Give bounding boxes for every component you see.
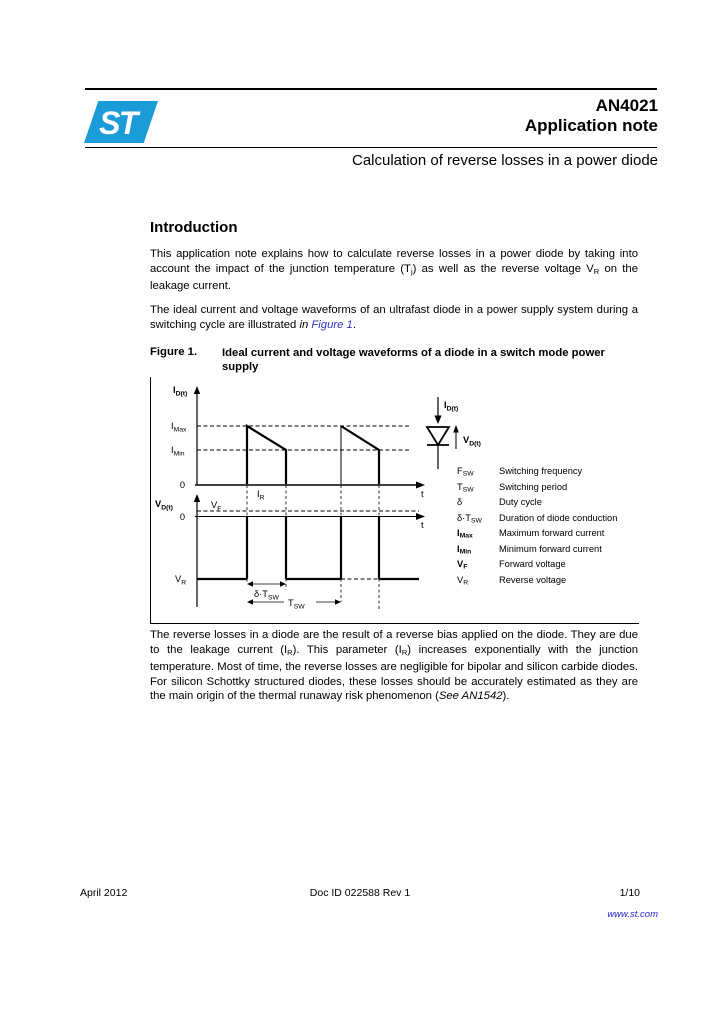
time-axis-label-top: t [421, 489, 424, 499]
zero-label-bottom: 0 [179, 512, 185, 522]
st-logo-graphic [84, 96, 158, 148]
paragraph-text: ). This parameter (I [292, 643, 402, 656]
paragraph-text: The ideal current and voltage waveforms of an ultrafast diode in a power supply system during a switching cycle are illustrated [150, 304, 638, 331]
diode-current-label: $I_{D(t)}$ [444, 400, 459, 413]
footer-page-number: 1/10 [619, 887, 640, 899]
doc-subtitle: Calculation of reverse losses in a power diode [352, 152, 658, 169]
legend-row: FSW Switching frequency [457, 466, 583, 478]
ir-label: $I_R$ [257, 489, 265, 502]
current-direction-arrow [434, 416, 441, 425]
legend-row: δ Duty cycle [457, 497, 542, 507]
emphasis-text: in [299, 318, 312, 331]
header-bottom-rule [85, 147, 657, 148]
subscript: R [401, 647, 408, 657]
figure-label: Figure 1. [150, 346, 198, 358]
diode-triangle [427, 427, 449, 445]
vf-label: $V_F$ [211, 500, 222, 513]
voltage-plot [195, 485, 419, 611]
vr-label: $V_R$ [175, 574, 187, 587]
figure-caption: Ideal current and voltage waveforms of a diode in a switch mode power supply [222, 347, 605, 373]
footer-date: April 2012 [80, 887, 128, 899]
doc-number: AN4021 [595, 96, 658, 115]
current-pulse-2 [341, 426, 379, 484]
doc-type: Application note [524, 116, 658, 135]
current-plot [195, 393, 419, 485]
body-paragraph-3 [150, 628, 638, 704]
time-axis-label-bottom: t [421, 520, 424, 530]
intro-paragraph-2 [150, 303, 638, 332]
st-logo [84, 96, 158, 153]
subscript: R [593, 266, 600, 276]
paragraph-text: ) as well as the reverse voltage V [412, 262, 594, 275]
legend-row: IMax Maximum forward current [457, 528, 605, 540]
figure-1 [150, 377, 639, 624]
legend-row: TSW Switching period [457, 481, 568, 493]
zero-label-top: 0 [179, 480, 185, 490]
figure-1-link[interactable]: Figure 1 [311, 318, 353, 331]
intro-paragraph-1 [150, 247, 638, 294]
tsw-label: $T_{SW}$ [288, 598, 305, 611]
paragraph-text: on the leakage current. [150, 262, 638, 293]
subscript: R [287, 647, 293, 657]
paragraph-text: ) increases exponentially with the junction temperature. Most of time, the reverse losses are negligible for bipolar and silicon carbide diodes. For silicon Schottky structured diodes, these losses should be accurately estimated as they are the main origin of the thermal runaway risk phenomenon ( [150, 643, 639, 703]
subscript: j [410, 266, 413, 276]
imin-label: $I_{Min}$ [171, 445, 185, 458]
legend-row: IMin Minimum forward current [457, 543, 602, 555]
paragraph-text: This application note explains how to calculate reverse losses in a power diode by taking into account the impact of the junction temperature (T [150, 248, 638, 275]
st-website-link[interactable]: www.st.com [607, 909, 658, 920]
header-top-rule [85, 88, 657, 90]
legend-row: δ·TSW Duration of diode conduction [457, 512, 618, 524]
current-plot-arrows [194, 386, 425, 489]
diode-voltage-label: $V_{D(t)}$ [463, 435, 481, 448]
current-pulse-1 [247, 426, 286, 484]
current-axis-label: $I_{D(t)}$ [173, 385, 188, 398]
voltage-axis-label: $V_{D(t)}$ [155, 499, 173, 512]
reference-text: See AN1542 [438, 690, 503, 703]
paragraph-text: ). [502, 690, 510, 703]
delta-tsw-label: $\delta\cdot T_{SW}$ [254, 589, 279, 602]
paragraph-text: . [352, 318, 356, 331]
figure-legend [457, 465, 617, 589]
imax-label: $I_{Max}$ [171, 421, 187, 434]
title-block [525, 96, 658, 136]
legend-row: VR Reverse voltage [457, 574, 567, 586]
footer-doc-id: Doc ID 022588 Rev 1 [309, 887, 411, 899]
st-logo-letters: ST [99, 104, 137, 141]
paragraph-text: The reverse losses in a diode are the result of a reverse bias applied on the diode. They are due to the leakage current (I [150, 629, 638, 656]
legend-row: VF Forward voltage [457, 559, 566, 571]
intro-heading: Introduction [150, 219, 238, 236]
